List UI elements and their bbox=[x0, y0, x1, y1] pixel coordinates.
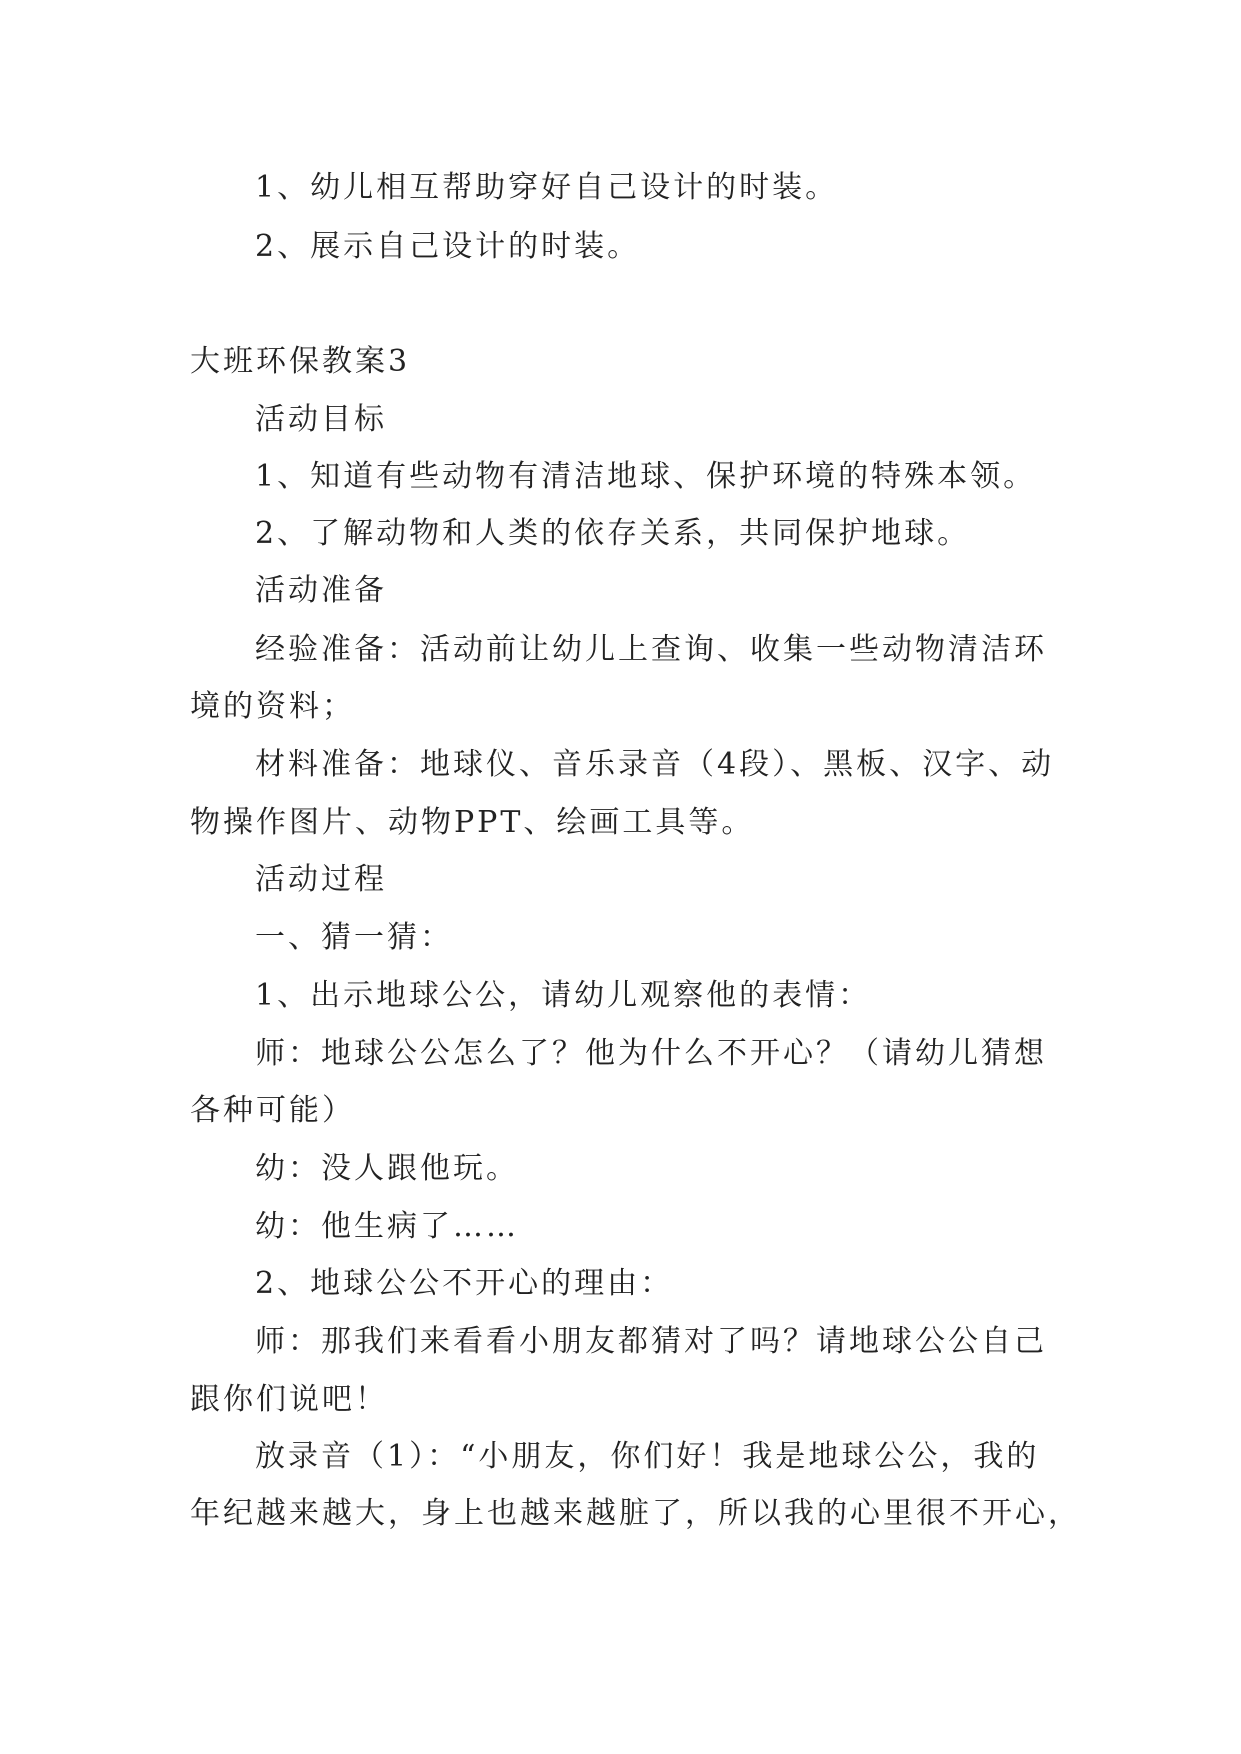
material-preparation-continued: 物操作图片、动物PPT、绘画工具等。 bbox=[190, 805, 755, 840]
teacher-prompt: 师：那我们来看看小朋友都猜对了吗？请地球公公自己 bbox=[255, 1324, 1047, 1359]
paragraph-step-2: 2、展示自己设计的时装。 bbox=[255, 229, 641, 264]
step-guess-item-2: 2、地球公公不开心的理由： bbox=[255, 1266, 674, 1301]
experience-preparation: 经验准备：活动前让幼儿上查询、收集一些动物清洁环 bbox=[255, 632, 1047, 667]
step-guess: 一、猜一猜： bbox=[255, 920, 453, 955]
section-title: 大班环保教案3 bbox=[190, 344, 411, 379]
goal-item-2: 2、了解动物和人类的依存关系，共同保护地球。 bbox=[255, 516, 971, 551]
experience-preparation-continued: 境的资料； bbox=[190, 689, 355, 724]
paragraph-step-1: 1、幼儿相互帮助穿好自己设计的时装。 bbox=[255, 170, 839, 205]
recording-1-continued: 年纪越来越大，身上也越来越脏了，所以我的心里很不开心， bbox=[190, 1496, 1081, 1531]
heading-activity-preparation: 活动准备 bbox=[255, 573, 387, 608]
heading-activity-goals: 活动目标 bbox=[255, 402, 387, 437]
material-preparation: 材料准备：地球仪、音乐录音（4段）、黑板、汉字、动 bbox=[255, 747, 1055, 782]
teacher-question-continued: 各种可能） bbox=[190, 1093, 355, 1128]
teacher-prompt-continued: 跟你们说吧！ bbox=[190, 1382, 388, 1417]
teacher-question: 师：地球公公怎么了？他为什么不开心？（请幼儿猜想 bbox=[255, 1036, 1047, 1071]
goal-item-1: 1、知道有些动物有清洁地球、保护环境的特殊本领。 bbox=[255, 459, 1037, 494]
child-answer-1: 幼：没人跟他玩。 bbox=[255, 1151, 519, 1186]
step-guess-item-1: 1、出示地球公公，请幼儿观察他的表情： bbox=[255, 978, 872, 1013]
recording-1: 放录音（1）：“小朋友，你们好！我是地球公公，我的 bbox=[255, 1439, 1040, 1474]
child-answer-2: 幼：他生病了…… bbox=[255, 1209, 519, 1244]
heading-activity-process: 活动过程 bbox=[255, 862, 387, 897]
